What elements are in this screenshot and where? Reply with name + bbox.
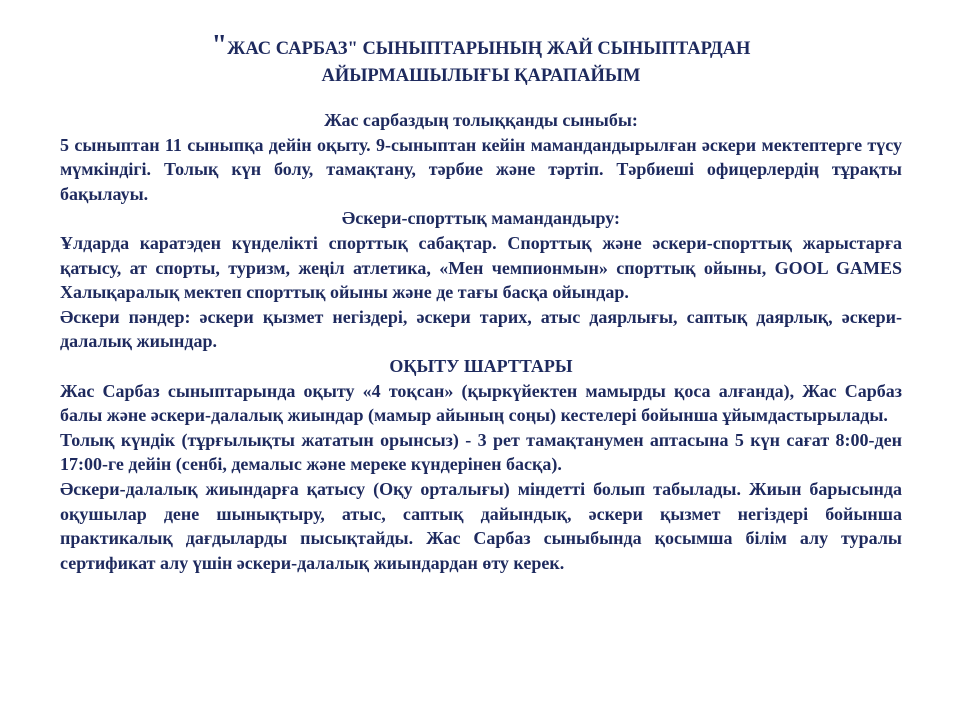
section-heading: Әскери-спорттық мамандандыру: <box>341 208 621 229</box>
body-paragraph: Жас Сарбаз сыныптарында оқыту «4 тоқсан» (қыркүйектен мамырды қоса алғанда), Жас Сарбаз балы және әскери-далалық жиындар (мамыр айының соңы) кестелері бойынша ұйымдастырылады. <box>60 380 902 426</box>
body-paragraph: Толық күндік (тұрғылықты жататын орынсыз) - 3 рет тамақтанумен аптасына 5 күн сағат 8:00-ден 17:00-ге дейін (сенбі, демалыс және мереке күндерінен басқа). <box>60 429 902 475</box>
section-heading: ОҚЫТУ ШАРТТАРЫ <box>389 355 573 376</box>
title-line-2: АЙЫРМАШЫЛЫҒЫ ҚАРАПАЙЫМ <box>321 66 641 86</box>
body-paragraph: 5 сыныптан 11 сыныпқа дейін оқыту. 9-сыныптан кейін мамандандырылған әскери мектептерге түсу мүмкіндігі. Толық күн болу, тамақтану, тәрбие және тәртіп. Тәрбиеші офицерлердің тұрақты бақылауы. <box>60 134 902 204</box>
section-heading: Жас сарбаздың толыққанды сыныбы: <box>324 110 638 130</box>
title-line-1: ЖАС САРБАЗ" СЫНЫПТАРЫНЫҢ ЖАЙ СЫНЫПТАРДАН <box>227 39 751 59</box>
title-quote-mark: " <box>211 30 228 61</box>
body-paragraph: Ұлдарда каратэден күнделікті спорттық сабақтар. Спорттық және әскери-спорттық жарыстарға қатысу, ат спорты, туризм, жеңіл атлетика, «Мен чемпионмын» спорттық ойыны, GOOL GAMES Халықаралық мектеп спорттық ойыны және де тағы басқа ойындар. <box>60 232 902 303</box>
page-title <box>60 30 902 90</box>
body-paragraph: Әскери-далалық жиындарға қатысу (Оқу орталығы) міндетті болып табылады. Жиын барысында оқушылар дене шынықтыру, атыс, саптық дайындық, әскери қызмет негіздері бойынша практикалық дағдыларды пысықтайды. Жас Сарбаз сыныбында қосымша білім алу туралы сертификат алу үшін әскери-далалық жиындардан өту керек. <box>60 478 902 573</box>
document-body <box>60 108 902 575</box>
body-paragraph: Әскери пәндер: әскери қызмет негіздері, әскери тарих, атыс даярлығы, саптық даярлық, әскери-далалық жиындар. <box>60 306 902 352</box>
